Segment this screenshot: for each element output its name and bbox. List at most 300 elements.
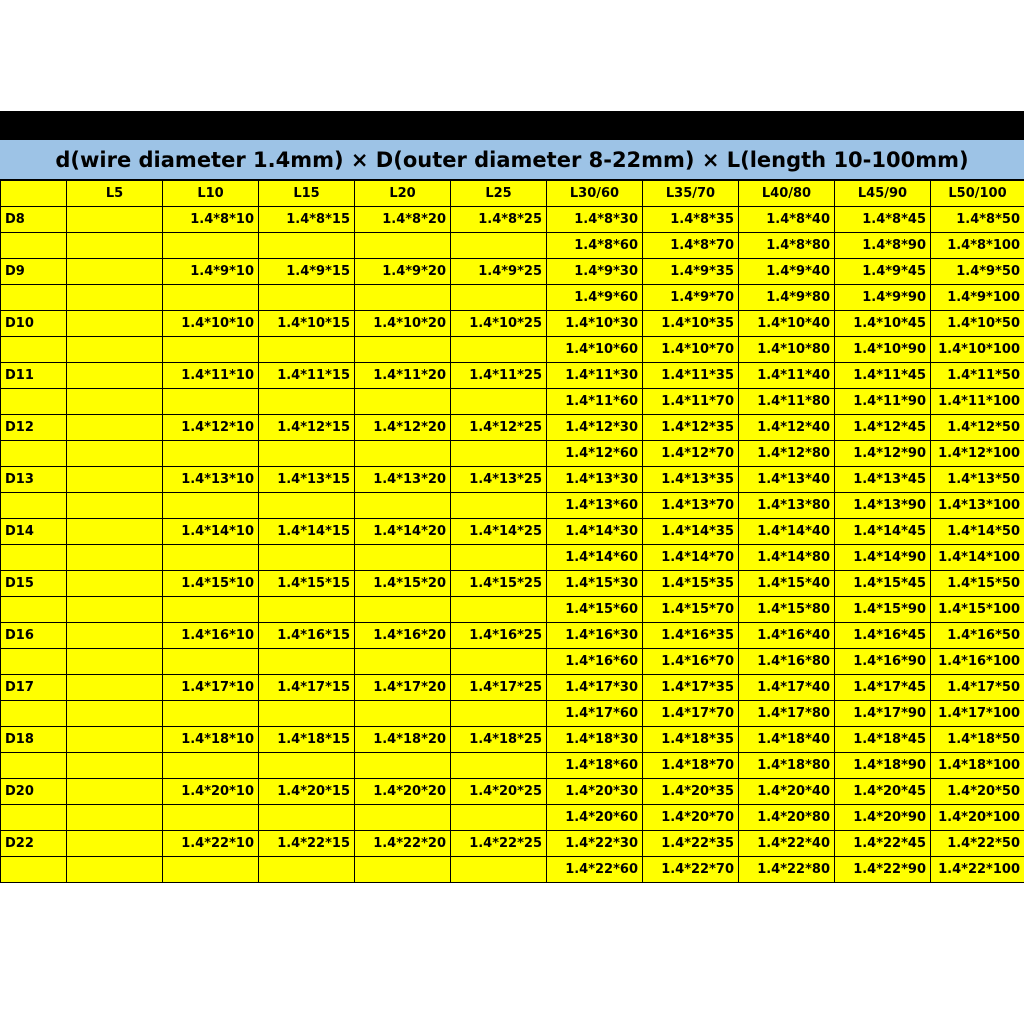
table-row	[1, 233, 1024, 259]
spec-cell: 1.4*15*70	[643, 597, 739, 623]
spec-cell	[67, 363, 163, 389]
empty-cell	[259, 701, 355, 727]
spec-cell: 1.4*12*15	[259, 415, 355, 441]
spec-cell: 1.4*16*15	[259, 623, 355, 649]
spec-cell: 1.4*9*20	[355, 259, 451, 285]
column-header: L35/70	[643, 181, 739, 207]
spec-cell: 1.4*22*40	[739, 831, 835, 857]
spec-cell: 1.4*15*35	[643, 571, 739, 597]
spec-cell: 1.4*22*15	[259, 831, 355, 857]
empty-cell	[259, 493, 355, 519]
spec-cell: 1.4*20*10	[163, 779, 259, 805]
spec-cell: 1.4*16*70	[643, 649, 739, 675]
spec-cell: 1.4*9*100	[931, 285, 1024, 311]
row-label: D22	[1, 831, 67, 857]
spec-cell: 1.4*16*60	[547, 649, 643, 675]
spec-cell: 1.4*16*45	[835, 623, 931, 649]
spec-cell: 1.4*14*80	[739, 545, 835, 571]
spec-cell: 1.4*15*15	[259, 571, 355, 597]
spec-cell: 1.4*11*10	[163, 363, 259, 389]
spec-cell: 1.4*18*15	[259, 727, 355, 753]
spec-cell	[67, 623, 163, 649]
table-row	[1, 493, 1024, 519]
empty-cell	[163, 233, 259, 259]
spec-cell: 1.4*12*90	[835, 441, 931, 467]
spec-cell: 1.4*15*10	[163, 571, 259, 597]
empty-cell	[259, 285, 355, 311]
spec-cell: 1.4*15*60	[547, 597, 643, 623]
spec-cell: 1.4*14*70	[643, 545, 739, 571]
spec-cell: 1.4*22*10	[163, 831, 259, 857]
column-header: L10	[163, 181, 259, 207]
spec-cell: 1.4*17*45	[835, 675, 931, 701]
spec-cell: 1.4*22*45	[835, 831, 931, 857]
spec-cell	[67, 415, 163, 441]
empty-cell	[451, 805, 547, 831]
spec-cell: 1.4*8*90	[835, 233, 931, 259]
empty-cell	[163, 597, 259, 623]
spec-cell: 1.4*10*80	[739, 337, 835, 363]
column-header: L45/90	[835, 181, 931, 207]
spec-cell: 1.4*17*20	[355, 675, 451, 701]
spec-cell: 1.4*16*10	[163, 623, 259, 649]
empty-cell	[355, 649, 451, 675]
spec-cell: 1.4*13*10	[163, 467, 259, 493]
spec-cell: 1.4*11*60	[547, 389, 643, 415]
spec-cell: 1.4*13*45	[835, 467, 931, 493]
spec-cell: 1.4*10*20	[355, 311, 451, 337]
spec-cell: 1.4*13*20	[355, 467, 451, 493]
empty-cell	[259, 597, 355, 623]
empty-cell	[259, 389, 355, 415]
spec-cell	[67, 467, 163, 493]
column-header: L25	[451, 181, 547, 207]
spec-cell: 1.4*11*30	[547, 363, 643, 389]
empty-cell	[355, 597, 451, 623]
spec-cell: 1.4*12*40	[739, 415, 835, 441]
empty-cell	[451, 545, 547, 571]
spec-cell: 1.4*20*15	[259, 779, 355, 805]
spec-cell: 1.4*22*30	[547, 831, 643, 857]
spec-cell: 1.4*10*60	[547, 337, 643, 363]
spec-cell: 1.4*11*25	[451, 363, 547, 389]
column-header: L40/80	[739, 181, 835, 207]
spec-cell: 1.4*10*50	[931, 311, 1024, 337]
empty-cell	[67, 805, 163, 831]
spec-cell	[67, 311, 163, 337]
spec-cell	[67, 259, 163, 285]
column-header: L30/60	[547, 181, 643, 207]
empty-cell	[67, 701, 163, 727]
spec-cell: 1.4*9*60	[547, 285, 643, 311]
spec-cell: 1.4*15*90	[835, 597, 931, 623]
column-header: L50/100	[931, 181, 1024, 207]
table-row	[1, 259, 1024, 285]
empty-cell	[67, 233, 163, 259]
spec-cell: 1.4*11*70	[643, 389, 739, 415]
spec-cell: 1.4*14*15	[259, 519, 355, 545]
spec-cell: 1.4*15*25	[451, 571, 547, 597]
empty-cell	[67, 857, 163, 883]
empty-cell	[163, 753, 259, 779]
spec-cell: 1.4*9*35	[643, 259, 739, 285]
spec-cell: 1.4*8*60	[547, 233, 643, 259]
empty-cell	[355, 545, 451, 571]
empty-cell	[67, 389, 163, 415]
table-row	[1, 831, 1024, 857]
row-label: D11	[1, 363, 67, 389]
spec-cell: 1.4*12*20	[355, 415, 451, 441]
spec-cell: 1.4*13*25	[451, 467, 547, 493]
spec-cell: 1.4*10*70	[643, 337, 739, 363]
spec-cell: 1.4*9*90	[835, 285, 931, 311]
spec-cell: 1.4*15*40	[739, 571, 835, 597]
empty-cell	[1, 545, 67, 571]
spec-cell: 1.4*16*40	[739, 623, 835, 649]
table-row	[1, 857, 1024, 883]
table-title: d(wire diameter 1.4mm) × D(outer diameter 8-22mm) × L(length 10-100mm)	[0, 138, 1024, 180]
spec-cell: 1.4*11*45	[835, 363, 931, 389]
empty-cell	[163, 545, 259, 571]
spec-cell: 1.4*14*90	[835, 545, 931, 571]
spec-cell: 1.4*20*50	[931, 779, 1024, 805]
spec-cell: 1.4*8*50	[931, 207, 1024, 233]
empty-cell	[1, 441, 67, 467]
spec-cell: 1.4*12*25	[451, 415, 547, 441]
spec-cell: 1.4*8*30	[547, 207, 643, 233]
spec-cell: 1.4*16*25	[451, 623, 547, 649]
empty-cell	[259, 753, 355, 779]
spec-cell: 1.4*11*80	[739, 389, 835, 415]
empty-cell	[451, 597, 547, 623]
table-row	[1, 623, 1024, 649]
empty-cell	[355, 337, 451, 363]
spec-cell: 1.4*12*100	[931, 441, 1024, 467]
row-label: D12	[1, 415, 67, 441]
spec-cell: 1.4*12*60	[547, 441, 643, 467]
empty-cell	[451, 285, 547, 311]
spec-cell: 1.4*18*80	[739, 753, 835, 779]
empty-cell	[163, 441, 259, 467]
spec-cell: 1.4*10*45	[835, 311, 931, 337]
spec-cell: 1.4*18*25	[451, 727, 547, 753]
spec-cell: 1.4*10*100	[931, 337, 1024, 363]
table-row	[1, 467, 1024, 493]
spec-cell: 1.4*14*35	[643, 519, 739, 545]
spec-cell: 1.4*20*90	[835, 805, 931, 831]
empty-cell	[355, 285, 451, 311]
empty-cell	[355, 701, 451, 727]
row-label: D16	[1, 623, 67, 649]
spec-cell: 1.4*10*10	[163, 311, 259, 337]
spec-cell: 1.4*17*70	[643, 701, 739, 727]
table-row	[1, 779, 1024, 805]
empty-cell	[451, 753, 547, 779]
spec-cell: 1.4*9*45	[835, 259, 931, 285]
spec-cell: 1.4*13*35	[643, 467, 739, 493]
table-row	[1, 571, 1024, 597]
table-row	[1, 545, 1024, 571]
table-row	[1, 519, 1024, 545]
spec-cell	[67, 519, 163, 545]
empty-cell	[1, 493, 67, 519]
spec-cell: 1.4*18*35	[643, 727, 739, 753]
spec-cell: 1.4*15*20	[355, 571, 451, 597]
spec-cell: 1.4*8*35	[643, 207, 739, 233]
spec-cell: 1.4*17*25	[451, 675, 547, 701]
empty-cell	[67, 337, 163, 363]
row-label: D10	[1, 311, 67, 337]
spec-cell: 1.4*11*35	[643, 363, 739, 389]
table-row	[1, 753, 1024, 779]
spec-cell: 1.4*15*100	[931, 597, 1024, 623]
table-row	[1, 415, 1024, 441]
spec-cell: 1.4*11*90	[835, 389, 931, 415]
empty-cell	[451, 857, 547, 883]
spec-cell: 1.4*17*30	[547, 675, 643, 701]
spec-cell: 1.4*13*60	[547, 493, 643, 519]
top-black-bar	[0, 111, 1024, 138]
table-row	[1, 311, 1024, 337]
empty-cell	[67, 493, 163, 519]
spec-cell: 1.4*14*100	[931, 545, 1024, 571]
table-row	[1, 727, 1024, 753]
row-label: D15	[1, 571, 67, 597]
spec-cell: 1.4*17*50	[931, 675, 1024, 701]
spring-spec-table	[0, 180, 1024, 883]
spec-cell: 1.4*17*15	[259, 675, 355, 701]
spec-cell: 1.4*12*50	[931, 415, 1024, 441]
spec-cell: 1.4*13*70	[643, 493, 739, 519]
spec-cell: 1.4*18*20	[355, 727, 451, 753]
spec-cell: 1.4*8*100	[931, 233, 1024, 259]
spec-cell: 1.4*22*70	[643, 857, 739, 883]
empty-cell	[67, 597, 163, 623]
spec-cell: 1.4*13*40	[739, 467, 835, 493]
spec-cell: 1.4*18*100	[931, 753, 1024, 779]
row-label: D9	[1, 259, 67, 285]
spec-cell: 1.4*9*10	[163, 259, 259, 285]
empty-cell	[259, 441, 355, 467]
empty-cell	[259, 805, 355, 831]
column-header: L15	[259, 181, 355, 207]
spec-cell: 1.4*10*25	[451, 311, 547, 337]
spec-cell: 1.4*14*60	[547, 545, 643, 571]
spec-cell: 1.4*11*50	[931, 363, 1024, 389]
empty-cell	[355, 441, 451, 467]
spec-cell: 1.4*20*45	[835, 779, 931, 805]
table-row	[1, 389, 1024, 415]
spec-cell: 1.4*12*70	[643, 441, 739, 467]
table-row	[1, 285, 1024, 311]
empty-cell	[451, 233, 547, 259]
table-row	[1, 701, 1024, 727]
empty-cell	[451, 337, 547, 363]
spec-cell: 1.4*11*40	[739, 363, 835, 389]
spec-cell: 1.4*11*15	[259, 363, 355, 389]
empty-cell	[163, 701, 259, 727]
spec-cell: 1.4*12*10	[163, 415, 259, 441]
empty-cell	[355, 857, 451, 883]
spec-cell: 1.4*22*80	[739, 857, 835, 883]
empty-cell	[163, 285, 259, 311]
empty-cell	[1, 857, 67, 883]
spec-cell: 1.4*10*35	[643, 311, 739, 337]
empty-cell	[163, 337, 259, 363]
spec-cell	[67, 727, 163, 753]
spec-cell: 1.4*17*10	[163, 675, 259, 701]
spec-cell: 1.4*18*30	[547, 727, 643, 753]
spec-cell: 1.4*18*70	[643, 753, 739, 779]
spec-cell: 1.4*8*10	[163, 207, 259, 233]
empty-cell	[451, 701, 547, 727]
spec-cell	[67, 675, 163, 701]
spec-cell: 1.4*18*50	[931, 727, 1024, 753]
empty-cell	[1, 337, 67, 363]
spec-cell: 1.4*10*15	[259, 311, 355, 337]
empty-cell	[163, 389, 259, 415]
empty-cell	[451, 493, 547, 519]
spec-cell: 1.4*14*45	[835, 519, 931, 545]
spec-cell: 1.4*22*50	[931, 831, 1024, 857]
spec-cell: 1.4*8*15	[259, 207, 355, 233]
spec-cell: 1.4*20*60	[547, 805, 643, 831]
spec-cell: 1.4*8*40	[739, 207, 835, 233]
spec-cell: 1.4*20*80	[739, 805, 835, 831]
spec-cell: 1.4*15*50	[931, 571, 1024, 597]
spec-cell: 1.4*14*30	[547, 519, 643, 545]
spec-cell: 1.4*16*20	[355, 623, 451, 649]
spec-cell: 1.4*11*100	[931, 389, 1024, 415]
empty-cell	[355, 233, 451, 259]
spec-cell: 1.4*10*90	[835, 337, 931, 363]
spec-cell: 1.4*8*20	[355, 207, 451, 233]
spec-cell: 1.4*8*25	[451, 207, 547, 233]
spec-cell: 1.4*14*20	[355, 519, 451, 545]
empty-cell	[259, 545, 355, 571]
empty-cell	[67, 285, 163, 311]
spec-cell: 1.4*18*45	[835, 727, 931, 753]
spec-cell: 1.4*22*90	[835, 857, 931, 883]
column-header: L5	[67, 181, 163, 207]
empty-cell	[451, 441, 547, 467]
spec-cell: 1.4*9*40	[739, 259, 835, 285]
empty-cell	[163, 493, 259, 519]
table-row	[1, 805, 1024, 831]
spec-cell: 1.4*13*30	[547, 467, 643, 493]
empty-cell	[67, 649, 163, 675]
spec-cell: 1.4*14*10	[163, 519, 259, 545]
empty-cell	[1, 233, 67, 259]
empty-cell	[259, 649, 355, 675]
spec-cell: 1.4*17*80	[739, 701, 835, 727]
spec-cell: 1.4*17*90	[835, 701, 931, 727]
empty-cell	[451, 649, 547, 675]
spec-cell: 1.4*20*70	[643, 805, 739, 831]
spec-cell: 1.4*11*20	[355, 363, 451, 389]
spec-cell: 1.4*13*100	[931, 493, 1024, 519]
spec-cell: 1.4*13*80	[739, 493, 835, 519]
spec-cell: 1.4*13*15	[259, 467, 355, 493]
empty-cell	[355, 805, 451, 831]
spec-cell: 1.4*14*25	[451, 519, 547, 545]
spec-cell: 1.4*8*80	[739, 233, 835, 259]
spec-cell: 1.4*17*40	[739, 675, 835, 701]
empty-cell	[1, 701, 67, 727]
empty-cell	[259, 337, 355, 363]
header-row	[1, 181, 1024, 207]
spec-cell: 1.4*20*30	[547, 779, 643, 805]
empty-cell	[1, 285, 67, 311]
spec-cell: 1.4*14*50	[931, 519, 1024, 545]
spec-cell: 1.4*10*40	[739, 311, 835, 337]
empty-cell	[355, 389, 451, 415]
table-row	[1, 337, 1024, 363]
spec-cell: 1.4*13*50	[931, 467, 1024, 493]
spec-cell: 1.4*15*45	[835, 571, 931, 597]
spec-cell: 1.4*22*25	[451, 831, 547, 857]
spec-cell: 1.4*22*60	[547, 857, 643, 883]
empty-cell	[259, 233, 355, 259]
column-header: L20	[355, 181, 451, 207]
spec-cell: 1.4*20*100	[931, 805, 1024, 831]
spec-cell: 1.4*18*40	[739, 727, 835, 753]
row-label: D20	[1, 779, 67, 805]
row-label: D14	[1, 519, 67, 545]
spec-cell: 1.4*16*35	[643, 623, 739, 649]
table-row	[1, 207, 1024, 233]
spec-cell: 1.4*10*30	[547, 311, 643, 337]
spec-cell: 1.4*14*40	[739, 519, 835, 545]
spec-cell: 1.4*9*25	[451, 259, 547, 285]
spec-cell: 1.4*17*60	[547, 701, 643, 727]
spec-cell: 1.4*8*70	[643, 233, 739, 259]
table-row	[1, 649, 1024, 675]
empty-cell	[355, 753, 451, 779]
spec-cell: 1.4*18*90	[835, 753, 931, 779]
spec-cell: 1.4*22*35	[643, 831, 739, 857]
spec-cell: 1.4*12*30	[547, 415, 643, 441]
row-label: D13	[1, 467, 67, 493]
spec-cell: 1.4*9*80	[739, 285, 835, 311]
spec-cell: 1.4*15*30	[547, 571, 643, 597]
spec-cell: 1.4*22*20	[355, 831, 451, 857]
empty-cell	[1, 649, 67, 675]
empty-cell	[67, 441, 163, 467]
spec-cell: 1.4*13*90	[835, 493, 931, 519]
empty-cell	[1, 753, 67, 779]
spec-cell: 1.4*8*45	[835, 207, 931, 233]
empty-cell	[259, 857, 355, 883]
header-corner-cell	[1, 181, 67, 207]
table-row	[1, 441, 1024, 467]
spec-cell: 1.4*16*50	[931, 623, 1024, 649]
spec-cell: 1.4*20*40	[739, 779, 835, 805]
empty-cell	[67, 545, 163, 571]
table-row	[1, 597, 1024, 623]
empty-cell	[1, 389, 67, 415]
spec-cell: 1.4*12*45	[835, 415, 931, 441]
spec-cell	[67, 207, 163, 233]
table-row	[1, 675, 1024, 701]
row-label: D8	[1, 207, 67, 233]
spec-cell: 1.4*20*25	[451, 779, 547, 805]
empty-cell	[451, 389, 547, 415]
spec-cell: 1.4*9*70	[643, 285, 739, 311]
empty-cell	[163, 805, 259, 831]
empty-cell	[67, 753, 163, 779]
spec-cell: 1.4*18*60	[547, 753, 643, 779]
